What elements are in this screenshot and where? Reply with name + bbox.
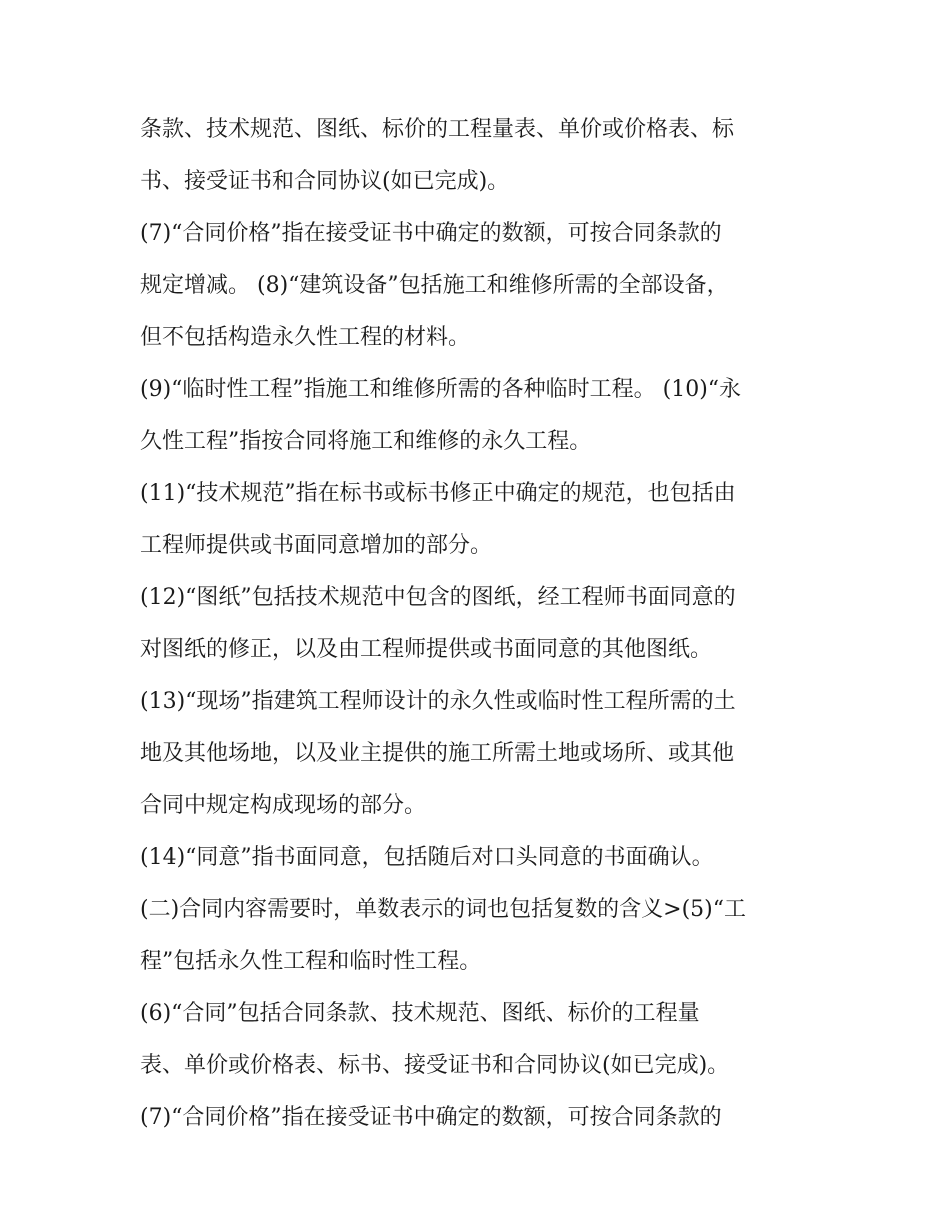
text-line: 条款、技术规范、图纸、标价的工程量表、单价或价格表、标 xyxy=(140,117,735,142)
text-line: (9)“临时性工程”指施工和维修所需的各种临时工程。 (10)“永 xyxy=(140,377,742,402)
text-line: 地及其他场地，以及业主提供的施工所需土地或场所、或其他 xyxy=(140,741,735,766)
text-line: 工程师提供或书面同意增加的部分。 xyxy=(140,533,493,558)
text-line: 但不包括构造永久性工程的材料。 xyxy=(140,325,471,350)
text-line: 程”包括永久性工程和临时性工程。 xyxy=(140,949,482,974)
text-line: 规定增减。 (8)“建筑设备”包括施工和维修所需的全部设备， xyxy=(140,273,729,298)
text-line: 对图纸的修正，以及由工程师提供或书面同意的其他图纸。 xyxy=(140,637,713,662)
text-line: (7)“合同价格”指在接受证书中确定的数额，可按合同条款的 xyxy=(140,1105,722,1130)
text-line: (14)“同意”指书面同意，包括随后对口头同意的书面确认。 xyxy=(140,845,714,870)
text-line: 合同中规定构成现场的部分。 xyxy=(140,793,427,818)
text-line: 久性工程”指按合同将施工和维修的永久工程。 xyxy=(140,429,592,454)
text-line: (11)“技术规范”指在标书或标书修正中确定的规范，也包括由 xyxy=(140,481,736,506)
text-line: (7)“合同价格”指在接受证书中确定的数额，可按合同条款的 xyxy=(140,221,722,246)
text-line: (13)“现场”指建筑工程师设计的永久性或临时性工程所需的土 xyxy=(140,689,736,714)
text-line: 表、单价或价格表、标书、接受证书和合同协议(如已完成)。 xyxy=(140,1053,730,1078)
text-line: (6)“合同”包括合同条款、技术规范、图纸、标价的工程量 xyxy=(140,1001,700,1026)
document-body xyxy=(140,108,820,1148)
text-line: (二)合同内容需要时，单数表示的词也包括复数的含义>(5)“工 xyxy=(140,897,747,922)
text-line: 书、接受证书和合同协议(如已完成)。 xyxy=(140,169,510,194)
text-line: (12)“图纸”包括技术规范中包含的图纸，经工程师书面同意的 xyxy=(140,585,736,610)
